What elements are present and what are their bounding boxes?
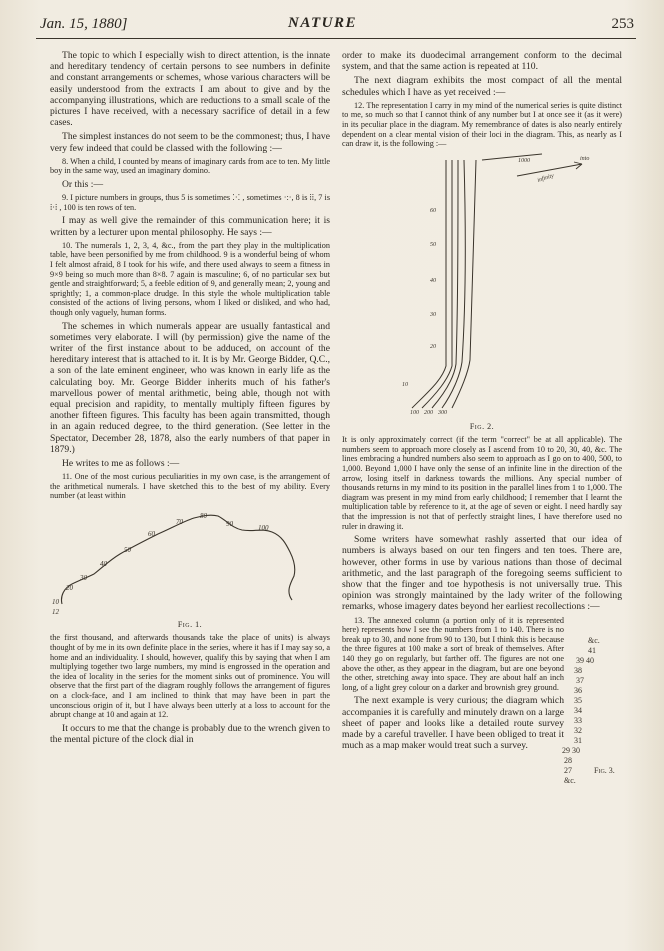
figure-3-row: [342, 615, 622, 785]
fig3-number: 29 30: [562, 745, 580, 755]
fig1-label-30: 30: [80, 573, 87, 582]
quoted-paragraph: 13. The annexed column (a portion only of it is represented here) represents how I see the numbers from 1 to 140. There is no break up to 30, and none from 90 to 130, but I think this is because the three figures at 100 make a sort of break of themselves. After 140 they go on regularly, but farther off. The figures are not one above the other, as they appear in the diagram, but are one beyond the other, stretching away into space. They are about half an inch long, of a light grey colour on a darker and brownish grey ground.: [342, 615, 564, 692]
fig2-label-30: 30: [430, 311, 436, 318]
paragraph: The topic to which I especially wish to direct attention, is the innate and hereditary tendency of certain persons to see numbers in definite and constant arrangements or schemes, whose various characters will be easily understood from the extracts I am about to give and by the accompanying illustrations, which are reductions to a small scale of the pictures I have received, with a necessary sacrifice of detail in a few cases.: [50, 50, 330, 129]
quoted-paragraph: 10. The numerals 1, 2, 3, 4, &c., from the part they play in the multiplication table, have been personified by me from childhood. 9 is a wonderful being of whom I felt almost afraid, 8 I took for his wife, and there used always to seem a fitness in 9×9 being so much more than 8×8. 7 again is masculine; 6, of no particular sex but gentle and straightforward; 5, a feeble edition of 9, and generally mean; 2, young and sprightly; 1, a common-place drudge. In this style the whole multiplication table consisted of the actions of living persons, whom I liked or disliked, and who had, though only vaguely, human forms.: [50, 240, 330, 317]
fig2-label-infinity: infinity: [536, 172, 555, 184]
fig2-label-1000: 1000: [518, 157, 530, 164]
quoted-paragraph: the first thousand, and afterwards thousands take the place of units) is always thought of by me in its own definite place in the series, where it has if I may say so, a home and an individuality. I should, however, qualify this by saying that when I am multiplying together two large numbers, my mind is engrossed in the operation and the idea of locality in the series for the moment sinks out of prominence. You will observe that the first part of the diagram roughly follows the arrangement of figures on a clock-face, and I am inclined to think that may have been in part the unconscious origin of it, but I have always been utterly at a loss to account for the abrupt change at 10 and again at 12.: [50, 633, 330, 720]
journal-title: NATURE: [288, 15, 358, 31]
fig1-label-50: 50: [124, 545, 131, 554]
fig2-label-40: 40: [430, 277, 436, 284]
paragraph: It occurs to me that the change is probably due to the wrench given to the mental picture of the clock dial in: [50, 722, 330, 745]
fig2-label-60: 60: [430, 207, 436, 214]
fig3-number: 37: [576, 675, 584, 685]
header-date: Jan. 15, 1880]: [40, 16, 128, 32]
fig3-number: 39 40: [576, 655, 594, 665]
figure-1-caption: Fig. 1.: [177, 620, 203, 630]
quoted-paragraph: 9. I picture numbers in groups, thus 5 is sometimes ⁚·⁚ , sometimes ·:·, 8 is ⁞⁞, 7 is ⁞·⁞ , 100 is ten rows of ten.: [50, 193, 330, 212]
figure-2-caption: Fig. 2.: [469, 421, 495, 431]
fig2-label-50: 50: [430, 241, 436, 248]
fig3-number: 27: [564, 765, 572, 775]
fig1-label-40: 40: [100, 559, 107, 568]
quoted-paragraph: It is only approximately correct (if the term "correct" be at all applicable). The numbers seem to approach more closely as I ascend from 10 to 20, 30, 40, &c. The lines embracing a hundred numbers also seem to approach as I go on to 400, 500, to 1,000. Beyond 1,000 I have only the sense of an infinite line in the direction of the arrow, losing itself in darkness towards the millions. Any special number of thousands returns in my mind to its position in the parallel lines from 1 to 1,000. The diagram was present in my mind from early childhood; I remember that I learnt the multiplication table by reference to it, at the age of seven or eight. I need hardly say that the impression is not that of perfectly straight lines, I have therefore used no ruler in drawing it.: [342, 435, 622, 531]
paragraph: I may as well give the remainder of this communication here; it is written by a lecturer upon mental philosophy. He says :—: [50, 215, 330, 238]
figure-1: [50, 504, 330, 630]
fig1-label-80: 80: [200, 511, 207, 520]
page-header: [36, 14, 636, 39]
fig1-label-70: 70: [176, 517, 183, 526]
fig1-label-60: 60: [148, 529, 155, 538]
fig2-label-10: 10: [402, 381, 408, 388]
figure-2: [342, 152, 622, 432]
paragraph: Some writers have somewhat rashly asserted that our idea of numbers is always based on our ten fingers and ten toes. There are, however, other forms in use by various nations than those of decimal arithmetic, and the last paragraph of the foregoing seems sufficient to show that the finger and toe hypothesis is not universally true. This opinion was strongly maintained by the lady writer of the following remarks, whose imagery dates beyond her earliest recollections :—: [342, 534, 622, 613]
paragraph: He writes to me as follows :—: [62, 458, 180, 469]
figure-3-number-column: [562, 616, 622, 786]
right-column: [342, 50, 622, 785]
paragraph: order to make its duodecimal arrangement conform to the decimal system, and that the same action is repeated at 110.: [342, 50, 622, 73]
fig3-number: 33: [574, 715, 582, 725]
fig2-label-300: 300: [438, 409, 447, 416]
paragraph: Or this :—: [62, 179, 104, 191]
paragraph: The schemes in which numerals appear are usually fantastical and sometimes very elaborate. I will (by permission) give the name of the writer of the first instance about to be adduced, on account of the hereditary interest that is attached to it. It is by Mr. George Bidder, Q.C., a son of the late eminent engineer, who was known in early life as the calculating boy. Mr. George Bidder inherits much of his father's marvellous power of mental arithmetic, being able, though not with equal precision and rapidity, to mentally multiply fifteen figures by another fifteen figures. This faculty has been again transmitted, though in an again reduced degree, to the third generation. (See letter in the Spectator, December 28, 1878, also the early numbers of that paper in 1879.): [50, 320, 330, 455]
fig2-label-200: 200: [424, 409, 433, 416]
fig3-number: 31: [574, 735, 582, 745]
left-column: [50, 50, 330, 748]
quoted-paragraph: 12. The representation I carry in my mind of the numerical series is quite distinct to me, so much so that I cannot think of any number but I at once see it (as it were) in its peculiar place in the diagram. My remembrance of dates is also nearly entirely dependent on a clear mental vision of their loci in the diagram. This, as nearly as I can draw it, is the following :—: [342, 100, 622, 149]
fig3-number: 34: [574, 705, 582, 715]
figure-3-text: [342, 616, 564, 752]
paragraph: The next example is very curious; the diagram which accompanies it is carefully and minutely drawn on a large sheet of paper and looks like a detailed route survey made by a careful traveller. I have been obliged to treat it much as a map maker would treat such a survey.: [342, 695, 564, 752]
quoted-paragraph: 8. When a child, I counted by means of imaginary cards from ace to ten. My little boy in the same way, used an imaginary domino.: [50, 156, 330, 176]
fig3-number: 28: [564, 755, 572, 765]
fig3-number: &c.: [564, 775, 576, 785]
quoted-paragraph: 11. One of the most curious peculiarities in my own case, is the arrangement of the arithmetical numerals. I have sketched this to the best of my ability. Every number (at least within: [50, 472, 330, 501]
fig2-label-20: 20: [430, 343, 436, 350]
figure-3-caption: Fig. 3.: [594, 765, 615, 775]
fig3-number: &c.: [588, 635, 600, 645]
page-number: 253: [611, 16, 634, 32]
fig3-number: 35: [574, 695, 582, 705]
fig3-number: 41: [588, 645, 596, 655]
fig1-label-12: 12: [52, 607, 59, 616]
fig2-label-100: 100: [410, 409, 419, 416]
fig1-label-20: 20: [66, 583, 73, 592]
fig3-number: 32: [574, 725, 582, 735]
figure-2-diagram: [342, 152, 622, 418]
fig1-label-90: 90: [226, 519, 233, 528]
fig1-label-100: 100: [258, 523, 269, 532]
fig3-number: 36: [574, 685, 582, 695]
paragraph: The next diagram exhibits the most compact of all the mental schedules which I have as yet received :—: [342, 75, 622, 98]
fig3-number: 38: [574, 665, 582, 675]
fig2-label-into: into: [580, 155, 590, 162]
paragraph: The simplest instances do not seem to be the commonest; thus, I have very few indeed that could be classed with the following :—: [50, 131, 330, 154]
fig1-label-10: 10: [52, 597, 59, 606]
figure-1-diagram: [50, 504, 330, 616]
